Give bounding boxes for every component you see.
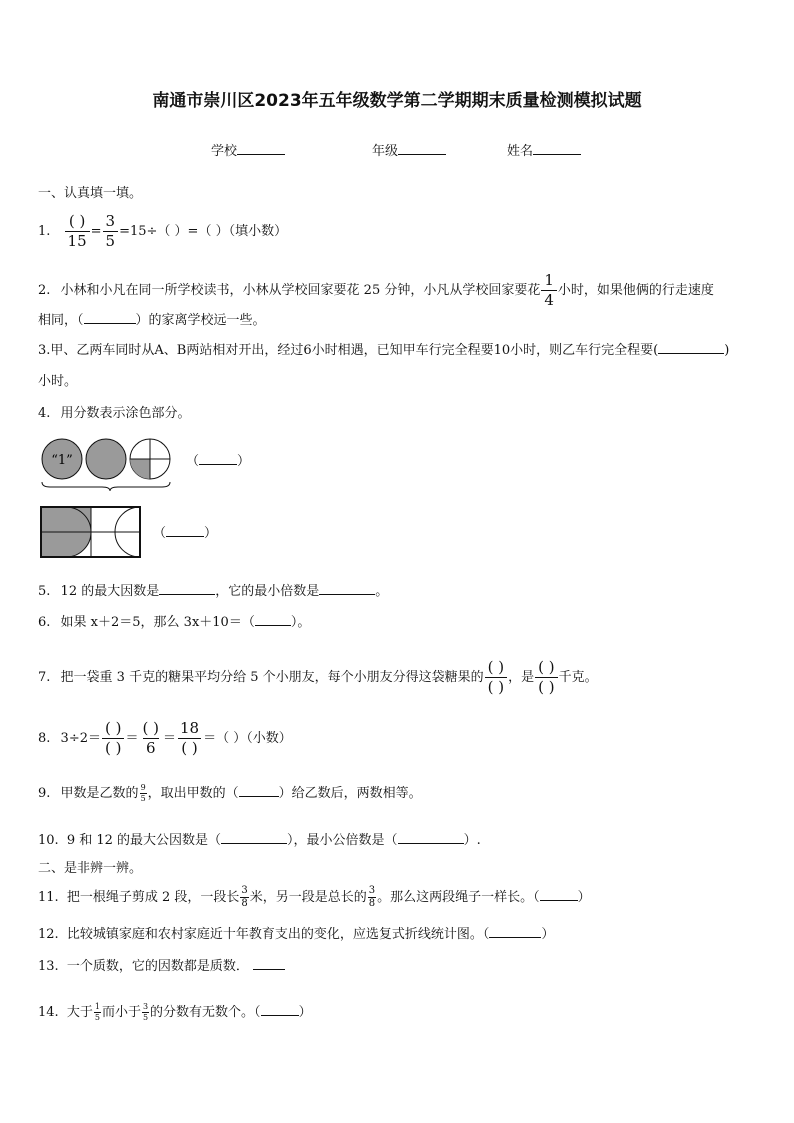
question-6 [38, 613, 310, 632]
fraction-numerator: 9 [140, 783, 146, 792]
section-heading-judge: 二、是非辨一辨。 [38, 861, 143, 876]
question-10 [38, 831, 481, 850]
q-number: 7. [38, 670, 51, 685]
fraction-numerator: 18 [179, 719, 200, 737]
question-4 [38, 405, 191, 423]
brace [42, 482, 170, 491]
fraction-denominator: 5 [103, 231, 119, 249]
fraction [368, 886, 376, 909]
fraction-denominator[interactable]: ( ) [485, 677, 507, 695]
equals-sign: ＝ [125, 731, 139, 746]
fraction-numerator: 3 [368, 885, 376, 896]
answer-blank[interactable] [489, 925, 541, 938]
fraction-numerator[interactable]: ( ) [104, 719, 122, 737]
fraction-denominator: 15 [65, 231, 90, 249]
q-text: ）给乙数后，两数相等。 [278, 786, 422, 801]
answer-blank[interactable] [253, 957, 285, 970]
q-number: 10. [38, 833, 59, 848]
fraction [102, 721, 124, 756]
grade-label: 年级 [372, 144, 399, 159]
fraction-numerator: 3 [241, 885, 248, 896]
fraction-numerator[interactable]: ( ) [142, 719, 159, 737]
q-number: 14. [38, 1005, 59, 1020]
q-text: 比较城镇家庭和农村家庭近十年教育支出的变化，应选复式折线统计图。（ [66, 927, 490, 942]
q-number: 8. [38, 731, 51, 746]
fraction-denominator: 8 [368, 898, 376, 909]
q-text: ） [237, 454, 251, 469]
fraction-denominator: 5 [140, 794, 146, 803]
q-number: 2. [38, 283, 51, 298]
question-2 [38, 273, 714, 308]
q-text: 。 [375, 584, 389, 599]
fraction [142, 1003, 149, 1022]
answer-blank[interactable] [159, 582, 215, 595]
answer-blank[interactable] [658, 341, 724, 354]
page-title: 南通市崇川区2023年五年级数学第二学期期末质量检测模拟试题 [152, 91, 642, 111]
fraction-numerator: ( ) [68, 212, 86, 230]
q-number: 11. [38, 890, 59, 905]
q-text: ），最小公倍数是（ [287, 833, 398, 848]
school-field [211, 140, 285, 159]
fraction [140, 784, 147, 803]
q-text: ) [724, 343, 730, 358]
question-8 [38, 721, 292, 756]
q-text: =15÷（ ）=（ ） [119, 224, 229, 239]
school-label: 学校 [211, 144, 238, 159]
answer-blank[interactable] [221, 831, 287, 844]
fraction-numerator[interactable]: ( ) [538, 658, 555, 676]
q-number: 6. [38, 615, 51, 630]
question-13 [38, 957, 285, 976]
question-9 [38, 784, 422, 803]
rectangle-figure [40, 506, 142, 560]
name-label: 姓名 [507, 144, 534, 159]
q-text: 大于 [66, 1005, 93, 1020]
question-3-line2: 小时。 [38, 374, 78, 389]
answer-blank[interactable] [84, 311, 136, 324]
fraction-numerator: 3 [105, 212, 116, 230]
school-blank[interactable] [237, 142, 285, 155]
q-text: 9 和 12 的最大公因数是（ [66, 833, 222, 848]
q-text: 小林和小凡在同一所学校读书，小林从学校回家要花 25 分钟，小凡从学校回家要花 [60, 283, 541, 298]
fraction-denominator[interactable]: ( ) [102, 738, 124, 756]
answer-q4-1 [186, 452, 250, 471]
q-text: 用分数表示涂色部分。 [60, 406, 191, 421]
fraction-numerator: 3 [142, 1002, 149, 1011]
fraction-denominator: 6 [143, 738, 159, 756]
q-number: 4. [38, 406, 51, 421]
q-text: 千克。 [558, 670, 598, 685]
fraction [240, 886, 248, 909]
q-number: 5. [38, 584, 51, 599]
fraction-numerator[interactable]: ( ) [487, 658, 505, 676]
q-text: ，是 [508, 670, 535, 685]
q-text: 甲数是乙数的 [60, 786, 139, 801]
q-number: 12. [38, 927, 59, 942]
q-text: ＝（ ）（小数） [203, 731, 292, 746]
grade-blank[interactable] [398, 142, 446, 155]
question-3 [38, 341, 729, 360]
answer-blank[interactable] [540, 888, 578, 901]
circles-figure [36, 432, 186, 494]
fraction-denominator: 4 [541, 290, 557, 308]
q-text: ，它的最小倍数是 [215, 584, 320, 599]
q-text: ）. [463, 833, 481, 848]
name-field [507, 140, 581, 159]
section-heading-fill: 一、认真填一填。 [38, 186, 143, 201]
circle-2-shaded [86, 439, 126, 479]
answer-blank[interactable] [261, 1003, 299, 1016]
q-text: ） [298, 1005, 312, 1020]
answer-blank[interactable] [398, 831, 464, 844]
q-text: 3÷2＝ [60, 731, 101, 746]
question-2-line2 [38, 311, 266, 330]
q-text: 相同，（ [38, 313, 84, 328]
q-text: 一个质数，它的因数都是质数． [66, 959, 249, 974]
q-text: ） [541, 927, 555, 942]
circle-label: “1” [51, 453, 73, 468]
fraction-numerator: 1 [94, 1002, 100, 1011]
fraction [94, 1003, 101, 1022]
fraction-denominator: 5 [142, 1013, 149, 1022]
answer-blank[interactable] [255, 613, 291, 626]
question-7 [38, 660, 598, 695]
question-5 [38, 582, 388, 601]
q-number: 1. [38, 224, 51, 239]
fraction [535, 660, 557, 695]
answer-blank[interactable] [199, 452, 237, 465]
q-text: 而小于 [101, 1005, 141, 1020]
fraction-denominator[interactable]: ( ) [178, 738, 200, 756]
q-text: 3.甲、乙两车同时从A、B两站相对开出，经过6小时相遇，已知甲车行完全程要10小时，则乙车行完全程要( [38, 343, 659, 358]
equals-sign: = [90, 224, 102, 239]
grade-field [372, 140, 446, 159]
answer-blank[interactable] [239, 784, 279, 797]
fraction [177, 721, 202, 756]
equals-sign: ＝ [162, 731, 176, 746]
q-text: （ [153, 526, 167, 541]
fraction-denominator[interactable]: ( ) [535, 677, 557, 695]
q-text: （ [186, 454, 200, 469]
q-text: 把一根绳子剪成 2 段，一段长 [66, 890, 240, 905]
q-text: ）的家离学校远一些。 [135, 313, 266, 328]
q-note: （填小数） [228, 224, 288, 239]
q-number: 9. [38, 786, 51, 801]
question-12 [38, 925, 554, 944]
fraction [541, 273, 557, 308]
name-blank[interactable] [533, 142, 581, 155]
q-text: 的分数有无数个。（ [150, 1005, 261, 1020]
fraction [485, 660, 507, 695]
q-number: 13. [38, 959, 59, 974]
q-text: ） [204, 526, 218, 541]
question-1 [38, 214, 287, 249]
q-text: 12 的最大因数是 [60, 584, 160, 599]
fraction-denominator: 5 [94, 1013, 100, 1022]
fraction [103, 214, 119, 249]
q-text: 如果 x＋2＝5，那么 3x＋10＝（ [60, 615, 255, 630]
question-11 [38, 886, 591, 909]
question-14 [38, 1003, 312, 1022]
fraction [139, 721, 161, 756]
fraction [65, 214, 90, 249]
q-text: 。那么这两段绳子一样长。（ [377, 890, 540, 905]
answer-blank[interactable] [319, 582, 375, 595]
q-text: 米，另一段是总长的 [249, 890, 367, 905]
q-text: 把一袋重 3 千克的糖果平均分给 5 个小朋友，每个小朋友分得这袋糖果的 [60, 670, 484, 685]
q-text: ） [577, 890, 591, 905]
circle-3-shaded-quarter [130, 459, 150, 479]
q-text: ，取出甲数的（ [147, 786, 239, 801]
answer-blank[interactable] [166, 524, 204, 537]
answer-q4-2 [153, 524, 217, 543]
fraction-numerator: 1 [544, 271, 554, 289]
q-text: ）。 [290, 615, 311, 630]
fraction-denominator: 8 [241, 898, 248, 909]
q-text: 小时，如果他俩的行走速度 [557, 283, 714, 298]
